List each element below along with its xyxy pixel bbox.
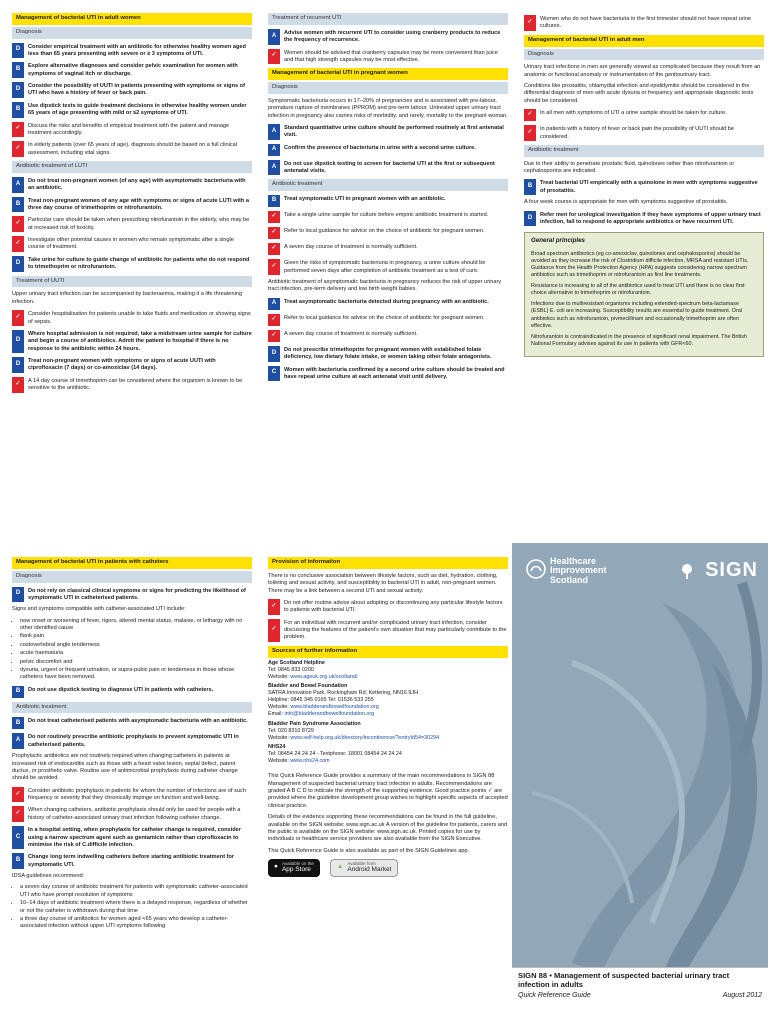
paragraph: Due to their ability to penetrate prostatic fluid, quinolones rather than nitrofurantoin or cephalosporins are indicated. (524, 160, 735, 175)
grade-badge: D (12, 82, 24, 98)
recommendation-text: Do not offer routine advice about adopting or discontinuing any particular lifestyle factors to patients with bacterial UTI. (284, 599, 503, 614)
source-email-row (268, 711, 508, 718)
recommendation-list (268, 195, 508, 275)
recommendation-text: Do not treat non-pregnant women (of any age) with asymptomatic bacteriuria with an antibiotic. (28, 177, 246, 192)
grade-badge: D (12, 357, 24, 373)
grade-badge: D (12, 587, 24, 603)
recommendation-row (12, 357, 252, 373)
bullet-item: • acute haematuria (20, 650, 252, 657)
guide-title: SIGN 88 • Management of suspected bacterial urinary tract infection in adults (518, 971, 730, 989)
badge-label: App Store (281, 865, 311, 873)
recommendation-text: Do not use dipstick testing to diagnose UTI in patients with catheters. (28, 686, 214, 693)
general-principles-title: General principles (531, 237, 585, 245)
recommendation-row (12, 43, 252, 59)
source-name: Bladder and Bowel Foundation (268, 682, 348, 689)
column-adult-women (12, 11, 252, 397)
section-heading: Sources of further information (268, 646, 508, 658)
paragraph: Prophylactic antibiotics are not routinely required when changing catheters in patients at increased risk of endocarditis such as those with a heart valve lesion, septal defect, patent ductus, or prosthetic valve. Routine use of antimicrobial prophylaxis during catheter change should be avoided. (12, 753, 238, 782)
recommendation-row (524, 125, 764, 141)
paragraph: Antibiotic treatment of asymptomatic bacteriuria in pregnancy reduces the risk of upper urinary tract infection, pre-term delivery and low birth weight babies. (268, 279, 502, 293)
source-website-row (268, 674, 508, 681)
recommendation-list (524, 211, 764, 227)
bullet-list (20, 884, 252, 930)
recommendation-list (524, 179, 764, 195)
recommendation-list (268, 599, 508, 642)
recommendation-list (12, 310, 252, 392)
org-line: Healthcare (550, 556, 597, 566)
recommendation-text: Consider hospitalisation for patients unable to take fluids and medication or showing signs of sepsis. (28, 311, 251, 325)
recommendation-text: Consider empirical treatment with an antibiotic for otherwise healthy women aged less than 65 years presenting with severe or ≥ 3 symptoms of UTI. (28, 43, 246, 57)
recommendation-row (12, 826, 252, 849)
recommendation-row (268, 346, 508, 362)
grade-badge: C (12, 826, 24, 849)
good-practice-tick-icon: ✓ (268, 211, 280, 223)
good-practice-tick-icon: ✓ (268, 330, 280, 342)
recommendation-text: In a hospital setting, when prophylaxis for catheter change is required, consider using a narrow spectrum agent such as gentamicin rather than ciprofloxacin to minimise the risk of C.difficile infection. (28, 827, 241, 848)
apple-icon: ● (274, 863, 278, 871)
cover-panel (512, 543, 768, 1024)
recommendation-row (12, 62, 252, 78)
recommendation-row (12, 377, 252, 393)
sign-logo: SIGN (705, 559, 758, 581)
recommendation-list (12, 787, 252, 869)
org-line: Scotland (550, 574, 589, 585)
bullet-item: • new onset or worsening of fever, rigors, altered mental status, malaise, or lethargy with no other identified cause (20, 618, 252, 633)
recommendation-text: Take a single urine sample for culture before empiric antibiotic treatment is started. (284, 212, 489, 219)
recommendation-text: Women with bacteriuria confirmed by a second urine culture should be treated and have repeat urine culture at each antenatal visit until delivery. (284, 366, 505, 380)
paragraph: Resistance is increasing to all of the antibiotics used to treat UTI and there is no clear first choice alternative to trimethoprim or nitrofurantoin. (531, 283, 745, 297)
good-practice-tick-icon: ✓ (12, 806, 24, 822)
subsection-heading: Diagnosis (268, 82, 508, 94)
recommendation-row (524, 179, 764, 195)
paragraph: Urinary tract infections in men are generally viewed as complicated because they result from an anatomic or functional anomaly or instrumentation of the genitourinary tract. (524, 64, 761, 78)
website-label: Website: (268, 734, 291, 741)
recommendation-text: Change long term indwelling catheters before starting antibiotic treatment for symptomatic UTI. (28, 854, 235, 868)
grade-badge: A (12, 733, 24, 749)
good-practice-tick-icon: ✓ (268, 243, 280, 255)
bullet-list (20, 618, 252, 682)
good-practice-tick-icon: ✓ (524, 15, 536, 31)
grade-badge: A (12, 177, 24, 193)
subsection-heading: Antibiotic treatment (268, 179, 508, 191)
recommendation-row (12, 141, 252, 157)
recommendation-text: Confirm the presence of bacteriuria in urine with a second urine culture. (284, 144, 476, 151)
recommendation-text: Treat asymptomatic bacteriuria detected during pregnancy with an antibiotic. (284, 298, 489, 305)
recommendation-row (12, 122, 252, 138)
recommendation-row (12, 587, 252, 603)
recommendation-list (524, 15, 764, 31)
org-line: Improvement (550, 565, 607, 576)
website-link[interactable]: www.ageuk.org.uk/scotland/ (290, 673, 358, 680)
subsection-heading: Diagnosis (12, 27, 252, 39)
source-entry (268, 660, 508, 681)
recommendation-text: A seven day course of treatment is normally sufficient. (284, 330, 418, 337)
his-logo-text (550, 557, 607, 585)
grade-badge: B (268, 195, 280, 207)
column-catheters (12, 555, 252, 933)
general-principles-box (524, 232, 764, 357)
bullet-item: • flank pain (20, 633, 252, 640)
recommendation-text: Do not routinely prescribe antibiotic prophylaxis to prevent symptomatic UTI in catheterised patients. (28, 734, 239, 748)
recommendation-row (268, 49, 508, 65)
paragraph: This Quick Reference Guide is also available as part of the SIGN Guidelines app. (268, 847, 470, 854)
recommendation-list (524, 109, 764, 141)
column-recurrent-pregnant (268, 11, 508, 385)
subsection-heading: Antibiotic treatment (12, 702, 252, 714)
grade-badge: D (524, 211, 536, 227)
recommendation-row (12, 733, 252, 749)
source-entry (268, 744, 508, 765)
recommendation-row (524, 109, 764, 121)
good-practice-tick-icon: ✓ (268, 314, 280, 326)
recommendation-text: For an individual with recurrent and/or complicated urinary tract infection, consider discussing the features of the patient's own situation that may particularly contribute to the problem. (284, 619, 507, 641)
recommendation-row (12, 236, 252, 252)
recommendation-text: Discuss the risks and benefits of empirical treatment with the patient and manage treatment accordingly. (28, 122, 230, 136)
email-label: Email: (268, 711, 285, 718)
good-practice-tick-icon: ✓ (12, 787, 24, 803)
bullet-item: • 10–14 days of antibiotic treatment where there is a delayed response, regardless of whether or not the catheter is withdrawn during that time (20, 900, 252, 915)
recommendation-text: Treat non-pregnant women with symptoms or signs of acute UUTI with ciprofloxacin (7 days) or co-amoxiclav (14 days). (28, 358, 216, 372)
recommendation-row (268, 124, 508, 140)
recommendation-row (268, 330, 508, 342)
subsection-heading: Diagnosis (524, 49, 764, 61)
source-entry (268, 683, 508, 719)
good-practice-tick-icon: ✓ (12, 216, 24, 232)
guide-footer (518, 992, 762, 999)
recommendation-row (12, 82, 252, 98)
recommendation-row (524, 211, 764, 227)
source-website-row (268, 735, 508, 742)
thistle-icon (678, 562, 696, 580)
grade-badge: B (12, 853, 24, 869)
source-line: Helpline: 0845 345 0165 Tel: 01536 533 255 (268, 697, 374, 704)
paragraph: Nitrofurantoin is contraindicated in the presence of significant renal impairment. The British National Formulary advises against its use in patients with GFR<60. (531, 333, 747, 347)
good-practice-tick-icon: ✓ (268, 599, 280, 615)
section-heading: Management of bacterial UTI in patients with catheters (12, 557, 252, 569)
recommendation-row (268, 259, 508, 275)
grade-badge: C (268, 366, 280, 382)
good-practice-tick-icon: ✓ (12, 236, 24, 252)
bullet-item: • pelvic discomfort and (20, 659, 252, 666)
grade-badge: B (524, 179, 536, 195)
recommendation-text: Women who do not have bacteriuria in the first trimester should not have repeat urine cultures. (540, 16, 752, 30)
recommendation-row (12, 787, 252, 803)
grade-badge: D (12, 330, 24, 353)
recommendation-text: Treat non-pregnant women of any age with symptoms or signs of acute LUTI with a three day course of trimethoprim or nitrofurantoin. (28, 197, 249, 211)
cover-title-bar (512, 967, 768, 1024)
cover-illustration (512, 543, 768, 1024)
recommendation-row (268, 243, 508, 255)
recommendation-list (12, 43, 252, 158)
recommendation-text: Treat symptomatic UTI in pregnant women with an antibiotic. (284, 196, 446, 203)
recommendation-text: A seven day course of treatment is normally sufficient. (284, 244, 418, 251)
grade-badge: A (268, 144, 280, 156)
recommendation-text: Particular care should be taken when prescribing nitrofurantoin in the elderly, who may be at increased risk of toxicity. (28, 217, 250, 231)
paragraph: A four week course is appropriate for men with symptoms suggestive of prostatitis. (524, 199, 728, 206)
recommendation-row (12, 177, 252, 193)
good-practice-tick-icon: ✓ (268, 619, 280, 642)
paragraph: Signs and symptoms compatible with catheter-associated UTI include: (12, 606, 186, 613)
subsection-heading: Diagnosis (12, 571, 252, 583)
website-label: Website: (268, 758, 291, 765)
recommendation-row (268, 366, 508, 382)
grade-badge: D (268, 346, 280, 362)
recommendation-list (268, 124, 508, 176)
recommendation-row (12, 717, 252, 729)
grade-badge: D (12, 256, 24, 272)
paragraph: IDSA guidelines recommend: (12, 873, 85, 880)
recommendation-row (268, 619, 508, 642)
recommendation-text: Do not use dipstick testing to screen for bacterial UTI at the first or subsequent antenatal visits. (284, 160, 495, 175)
recommendation-text: A 14 day course of trimethoprim can be considered where the organism is known to be sensitive to the antibiotic. (28, 377, 243, 392)
recommendation-text: When changing catheters, antibiotic prophylaxis should only be used for people with a history of catheter-associated urinary tract infection following catheter change. (28, 807, 241, 821)
paragraph: Details of the evidence supporting these recommendations can be found in the full guideline, available on the SIGN website: www.sign.ac.uk A version of the guideline for patients, carers and the public is available on the SIGN website: www.sign.ac.uk. Printed copies for use by individuals or healthcare service providers are also available from the SIGN Executive. (268, 814, 508, 843)
recommendation-row (268, 211, 508, 223)
his-logo-icon (526, 559, 546, 579)
recommendation-row (12, 686, 252, 698)
recommendation-text: Where hospital admission is not required, take a midstream urine sample for culture and begin a course of antibiotics. Admit the patient to hospital if there is no response to the antibiotic within 24 hours. (28, 330, 252, 352)
paragraph: This Quick Reference Guide provides a summary of the main recommendations in SIGN 88 Management of suspected bacterial urinary tract infection in adults. Recommendations are graded A B C D to indicate the strength of the supporting evidence. Good practice points ✓ are provided where the guideline development group wishes to highlight specific aspects of accepted clinical practice. (268, 773, 508, 809)
email-link[interactable]: info@bladderandbowelfoundation.org (284, 711, 375, 718)
paragraph: There is no conclusive association between lifestyle factors, such as diet, hydration, clothing, toileting and sexual activity, and susceptibility to bacterial UTI in adult, non-pregnant women. There may be a link between a second UTI and sexual activity. (268, 572, 498, 594)
recommendation-row (12, 310, 252, 326)
recommendation-row (12, 256, 252, 272)
grade-badge: B (12, 62, 24, 78)
recommendation-text: Women should be advised that cranberry capsules may be more convenient than juice and that high strength capsules may be most effective. (284, 49, 498, 63)
paragraph: Symptomatic bacteriuria occurs in 17–20% of pregnancies and is associated with pre-labour, premature rupture of membranes (PPROM) and pre-term labour. Untreated upper urinary tract infection in pregnancy also carries risks of morbidity, and rarely, mortality to the pregnant woman. (268, 97, 508, 119)
website-link[interactable]: www.nhs24.com (290, 758, 330, 765)
grade-badge: B (12, 102, 24, 118)
grade-badge: B (12, 717, 24, 729)
recommendation-row (268, 160, 508, 176)
recommendation-text: Standard quantitative urine culture should be performed routinely at first antenatal visit. (284, 124, 504, 139)
grade-badge: A (268, 29, 280, 45)
recommendation-text: Treat bacterial UTI empirically with a quinolone in men with symptoms suggestive of prostatitis. (540, 180, 758, 194)
recommendation-text: Consider the possibility of UUTI in patients presenting with symptoms or signs of UTI who have a history of fever or back pain. (28, 83, 245, 97)
recommendation-text: Use dipstick tests to guide treatment decisions in otherwise healthy women under 65 years of age presenting with mild or ≤2 symptoms of UTI. (28, 102, 247, 117)
good-practice-tick-icon: ✓ (268, 259, 280, 275)
column-information (268, 555, 508, 877)
paragraph: Upper urinary tract infection can be accompanied by bacteraemia, making it a life threatening infection. (12, 291, 243, 305)
website-label: Website: (268, 673, 291, 680)
android-icon: ▲ (336, 863, 344, 871)
recommendation-list (268, 29, 508, 65)
website-link[interactable]: www.self-help.org.uk/directory/incontinence/?entryId54=30294 (290, 734, 440, 741)
source-line: Tel: 0845 833 0200 (268, 666, 314, 673)
recommendation-row (268, 144, 508, 156)
recommendation-row (12, 197, 252, 213)
section-heading: Provision of information (268, 557, 508, 569)
badge-label: Android Market (347, 865, 392, 873)
recommendation-row (268, 298, 508, 310)
section-heading: Management of bacterial UTI in adult women (12, 13, 252, 25)
sources-list (268, 660, 508, 766)
source-name: Age Scotland Helpline (268, 659, 325, 666)
recommendation-text: In elderly patients (over 65 years of age), diagnosis should be based on a full clinical assessment, including vital signs. (28, 142, 237, 156)
good-practice-tick-icon: ✓ (12, 122, 24, 138)
good-practice-tick-icon: ✓ (524, 125, 536, 141)
recommendation-text: In patients with a history of fever or back pain the possibility of UUTI should be considered. (540, 126, 735, 140)
recommendation-text: Refer men for urological investigation if they have symptoms of upper urinary tract infection, fail to respond to appropriate antibiotics or have recurrent UTI. (540, 211, 761, 225)
recommendation-text: Do not prescribe trimethoprim for pregnant women with established folate deficiency, low dietary folate intake, or women taking other folate antagonists. (284, 346, 492, 361)
app-badges (268, 859, 508, 877)
recommendation-row (268, 29, 508, 45)
recommendation-row (268, 314, 508, 326)
good-practice-tick-icon: ✓ (268, 49, 280, 65)
column-adult-men (524, 11, 764, 357)
bullet-item: • a three day course of antibiotics for women aged <65 years who develop a catheter-associated infection without upper UTI symptoms following (20, 916, 252, 931)
subsection-heading: Antibiotic treatment (524, 145, 764, 157)
good-practice-tick-icon: ✓ (524, 109, 536, 121)
paragraph: Conditions like prostatitis, chlamydial infection and epididymitis should be considered in the differential diagnosis of men with acute dysuria or frequency and appropriate diagnostic tests should be considered. (524, 83, 754, 104)
recommendation-text: Refer to local guidance for advice on the choice of antibiotic for pregnant women. (284, 228, 485, 235)
recommendation-text: Investigate other potential causes in women who remain symptomatic after a single course of treatment. (28, 237, 234, 251)
recommendation-text: Do not rely on classical clinical symptoms or signs for predicting the likelihood of symptomatic UTI in catheterised patients. (28, 587, 246, 601)
section-heading: Management of bacterial UTI in pregnant women (268, 68, 508, 80)
grade-badge: A (268, 298, 280, 310)
recommendation-list (12, 686, 252, 698)
subsection-heading: Treatment of recurrent UTI (268, 13, 508, 25)
badge-small-text: Available from (347, 861, 376, 867)
source-website-row (268, 758, 508, 765)
android-market-badge[interactable] (330, 859, 399, 877)
recommendation-text: Do not treat catheterised patients with asymptomatic bacteriuria with an antibiotic. (28, 718, 248, 725)
grade-badge: B (12, 686, 24, 698)
recommendation-row (12, 806, 252, 822)
recommendation-row (524, 15, 764, 31)
recommendation-text: Take urine for culture to guide change of antibiotic for patients who do not respond to trimethoprim or nitrofurantoin. (28, 256, 250, 271)
section-heading: Management of bacterial UTI in adult men (524, 35, 764, 47)
website-label: Website: (268, 704, 291, 711)
recommendation-list (12, 177, 252, 272)
recommendation-text: Advise women with recurrent UTI to consider using cranberry products to reduce the frequency of recurrence. (284, 29, 501, 44)
good-practice-tick-icon: ✓ (12, 310, 24, 326)
source-line: Tel: 020 8310 8729 (268, 727, 314, 734)
recommendation-row (268, 227, 508, 239)
paragraph: Broad spectrum antibiotics (eg co-amoxiclav, quinolones and cephalosporins) should be avoided as they increase the risk of Clostridium difficile infection, MRSA and resistant UTIs. Guidance from the Health Protection Agency (HPA) suggests considering narrow spectrum antibiotics such as trimethoprim or nitrofurantoin as first line treatments. (531, 250, 749, 278)
recommendation-row (12, 330, 252, 353)
guide-subtitle: Quick Reference Guide (518, 992, 591, 1000)
website-link[interactable]: www.bladderandbowelfoundation.org (290, 704, 379, 711)
grade-badge: A (268, 124, 280, 140)
subsection-heading: Treatment of UUTI (12, 276, 252, 288)
recommendation-list (268, 298, 508, 382)
badge-small-text: Available on the (281, 861, 314, 867)
recommendation-text: Consider antibiotic prophylaxis in patients for whom the number of infections are of such frequency or severity that they chronically impinge on function and well-being. (28, 787, 246, 802)
source-website-row (268, 704, 508, 711)
source-name: Bladder Pain Syndrome Association (268, 720, 361, 727)
recommendation-text: Explore alternative diagnoses and consider pelvic examination for women with symptoms of vaginal itch or discharge. (28, 63, 238, 77)
recommendation-row (268, 599, 508, 615)
good-practice-tick-icon: ✓ (12, 377, 24, 393)
good-practice-tick-icon: ✓ (268, 227, 280, 239)
recommendation-text: Given the risks of symptomatic bacteriuria in pregnancy, a urine culture should be performed seven days after completion of antibiotic treatment as a test of cure. (284, 260, 486, 274)
guide-date: August 2012 (722, 992, 762, 1000)
recommendation-row (12, 216, 252, 232)
source-line: Tel: 08454 24 24 24 - Textphone: 18001 08454 24 24 24 (268, 751, 402, 758)
recommendation-row (12, 102, 252, 118)
bullet-item: • costovertebral angle tenderness (20, 642, 252, 649)
source-entry (268, 721, 508, 742)
good-practice-tick-icon: ✓ (12, 141, 24, 157)
grade-badge: A (268, 160, 280, 176)
source-name: NHS24 (268, 743, 286, 750)
recommendation-text: In all men with symptoms of UTI a urine sample should be taken for culture. (540, 110, 727, 117)
grade-badge: B (12, 197, 24, 213)
recommendation-list (12, 587, 252, 603)
recommendation-text: Refer to local guidance for advice on the choice of antibiotic for pregnant women. (284, 314, 485, 321)
recommendation-row (268, 195, 508, 207)
bullet-item: • dysuria, urgent or frequent urination, or supra-pubic pain or tenderness in those whose catheters have been removed. (20, 667, 252, 682)
app-store-badge[interactable] (268, 859, 320, 877)
subsection-heading: Antibiotic treatment of LUTI (12, 161, 252, 173)
source-line: SATRA Innovation Park, Rockingham Rd, Kettering, NN16 9JH (268, 690, 419, 697)
recommendation-row (12, 853, 252, 869)
bullet-item: • a seven day course of antibiotic treatment for patients with symptomatic catheter-associated UTI who have prompt resolution of symptoms (20, 884, 252, 899)
paragraph: Infections due to multiresistant organisms including extended-spectrum beta-lactamase (ESBL) E. coli are increasing. Susceptibility results are essential to guide treatment. Oral antibiotics such as nitrofurantoin, pivmecillinam and occasionally trimethoprim are often effective. (531, 301, 742, 329)
recommendation-list (12, 717, 252, 749)
grade-badge: D (12, 43, 24, 59)
